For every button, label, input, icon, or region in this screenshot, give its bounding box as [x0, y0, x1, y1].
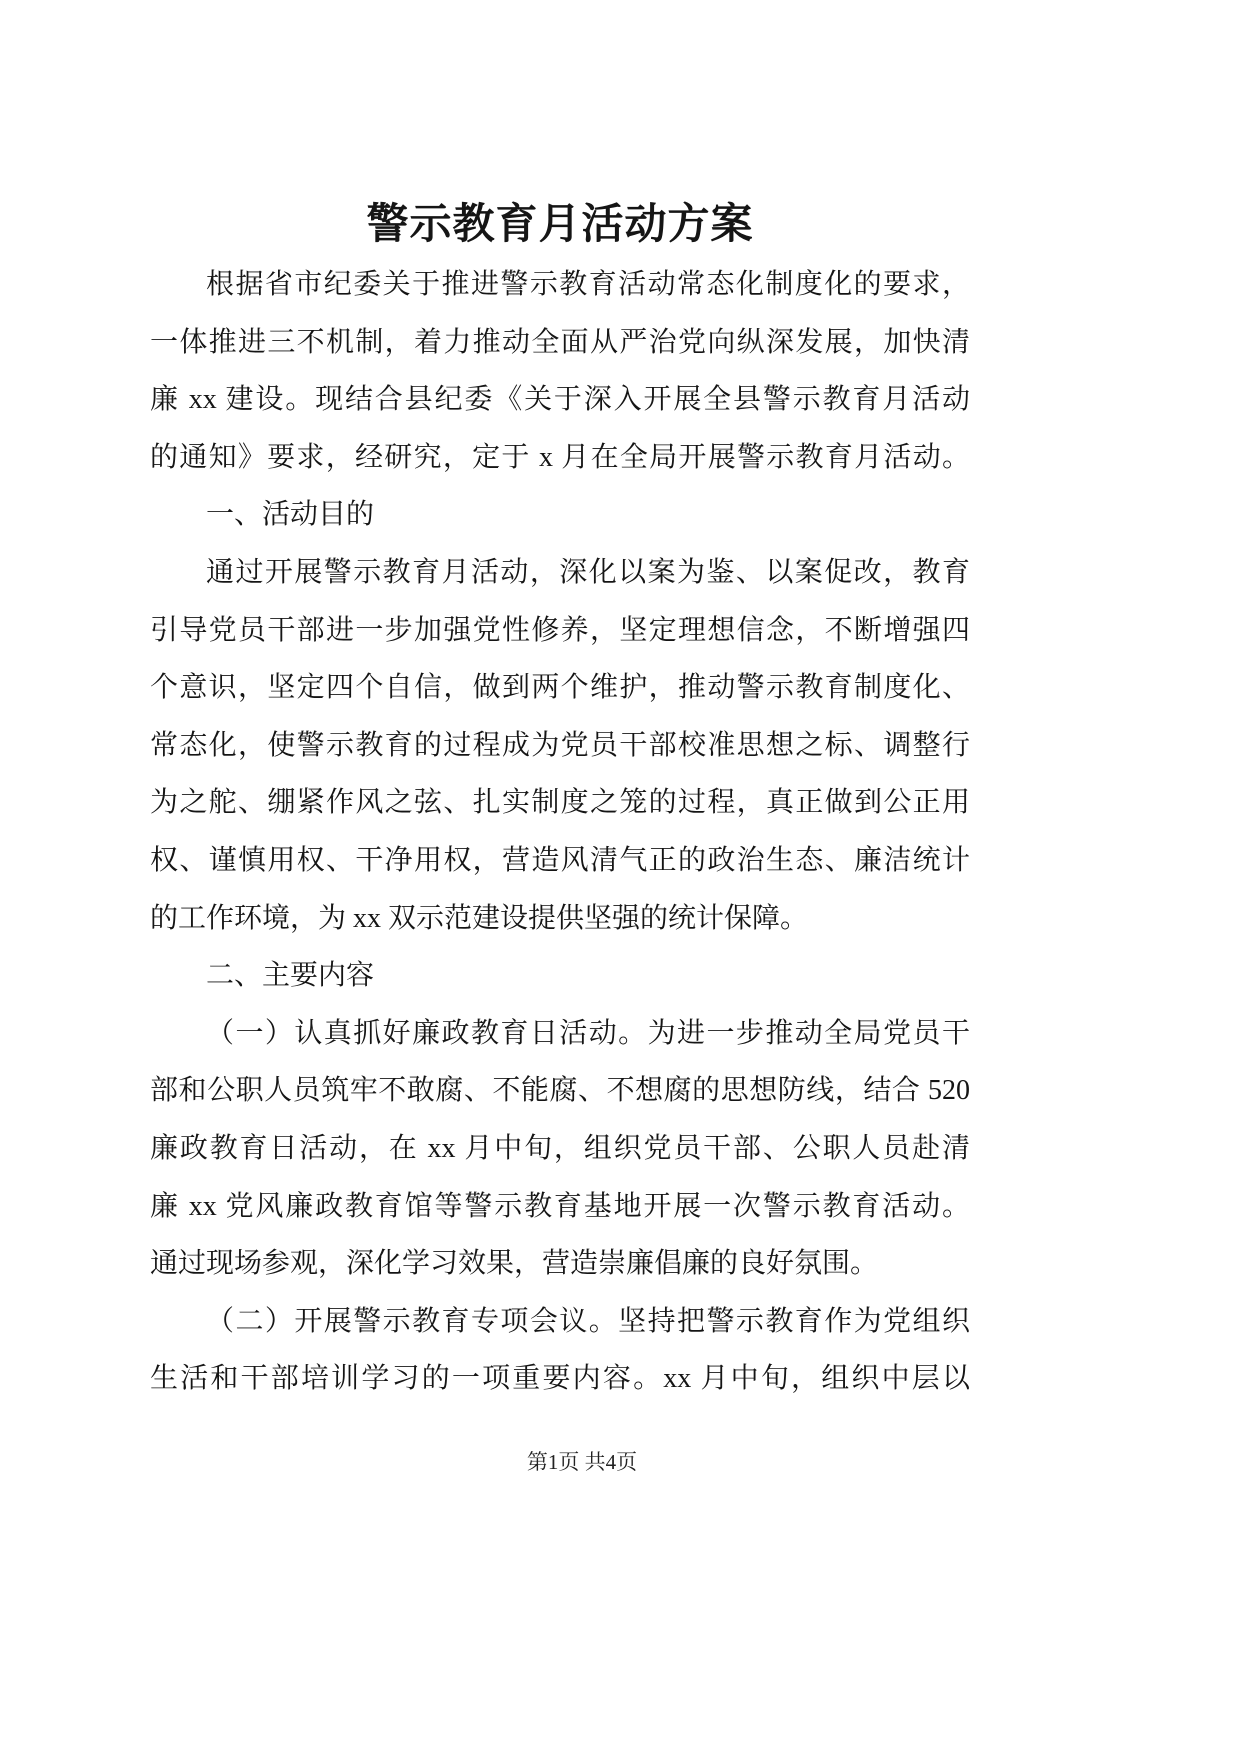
body-line: 的通知》要求，经研究，定于 x 月在全局开展警示教育月活动。 [150, 441, 970, 473]
section-heading: 二、主要内容 [206, 960, 375, 992]
body-line: 通过开展警示教育月活动，深化以案为鉴、以案促改，教育 [206, 556, 970, 588]
page-title: 警示教育月活动方案 [366, 202, 754, 248]
document-body [150, 256, 970, 1408]
body-line: 一体推进三不机制，着力推动全面从严治党向纵深发展，加快清 [150, 326, 970, 358]
section-heading: 一、活动目的 [206, 499, 375, 531]
body-line: 常态化，使警示教育的过程成为党员干部校准思想之标、调整行 [150, 729, 970, 761]
page-footer: 第1页 共4页 [526, 1450, 638, 1474]
body-line: 权、谨慎用权、干净用权，营造风清气正的政治生态、廉洁统计 [150, 844, 970, 876]
body-line: 根据省市纪委关于推进警示教育活动常态化制度化的要求， [206, 269, 970, 300]
body-line: （一）认真抓好廉政教育日活动。为进一步推动全局党员干 [206, 1017, 970, 1049]
body-line: 廉 xx 党风廉政教育馆等警示教育基地开展一次警示教育活动。 [150, 1190, 970, 1222]
body-line: （二）开展警示教育专项会议。坚持把警示教育作为党组织 [206, 1305, 970, 1337]
body-line: 廉 xx 建设。现结合县纪委《关于深入开展全县警示教育月活动 [150, 384, 970, 416]
body-line: 的工作环境，为 xx 双示范建设提供坚强的统计保障。 [150, 902, 809, 934]
body-line: 引导党员干部进一步加强党性修养，坚定理想信念，不断增强四 [150, 614, 970, 646]
body-line: 通过现场参观，深化学习效果，营造崇廉倡廉的良好氛围。 [150, 1248, 879, 1280]
body-line: 个意识，坚定四个自信，做到两个维护，推动警示教育制度化、 [150, 672, 970, 704]
body-line: 廉政教育日活动，在 xx 月中旬，组织党员干部、公职人员赴清 [150, 1132, 970, 1164]
body-line: 部和公职人员筑牢不敢腐、不能腐、不想腐的思想防线，结合 520 [150, 1075, 970, 1107]
body-line: 生活和干部培训学习的一项重要内容。xx 月中旬，组织中层以 [150, 1363, 970, 1395]
body-line: 为之舵、绷紧作风之弦、扎实制度之笼的过程，真正做到公正用 [150, 787, 970, 819]
